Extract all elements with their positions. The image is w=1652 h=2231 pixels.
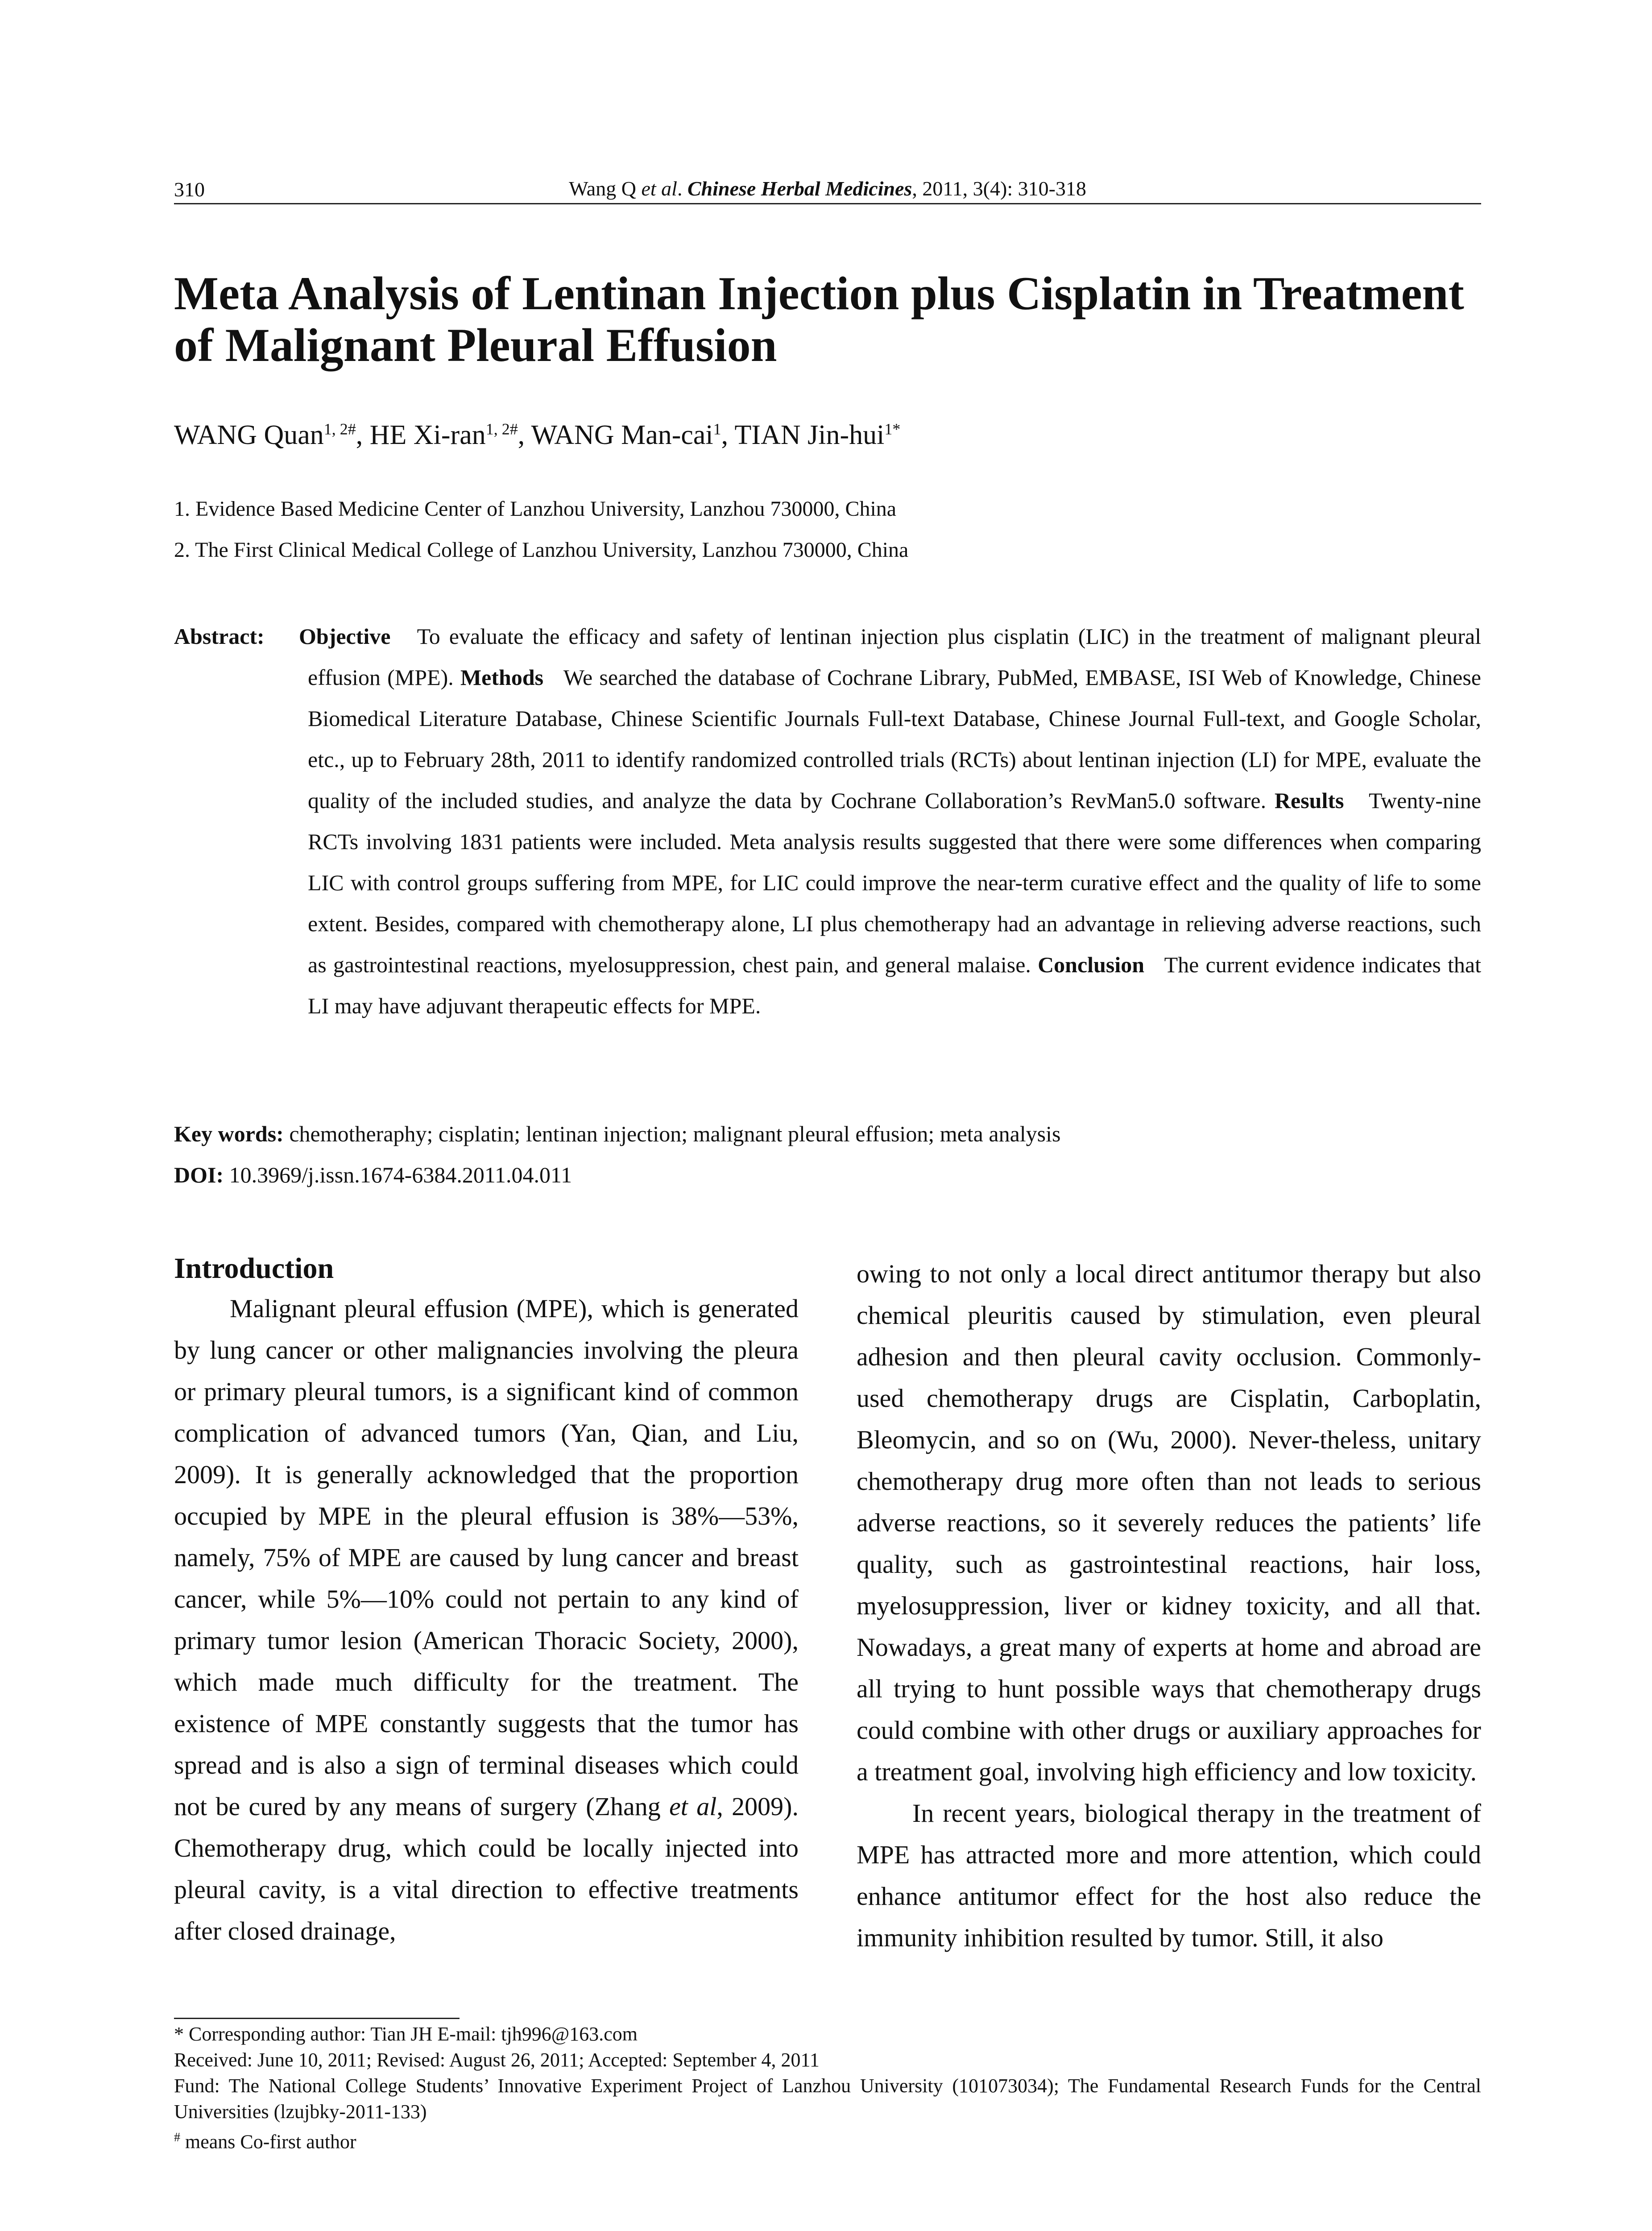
affiliation-2: 2. The First Clinical Medical College of Lanzhou University, Lanzhou 730000, China [174,538,909,562]
running-header [174,176,1481,204]
author-name: TIAN Jin-hui [734,420,885,450]
author-affiliation-mark: 1, 2# [323,420,356,438]
results-text: Twenty-nine RCTs involving 1831 patients were included. Meta analysis results suggested that there were some differences when comparing LIC with control groups suffering from MPE, for LIC could improve the near-term curative effect and the quality of life to some extent. Besides, compared with chemotherapy alone, LI plus chemotherapy had an advantage in relieving adverse reactions, such as gastrointestinal reactions, myelosuppression, chest pain, and general malaise. [308,788,1481,977]
journal-citation [174,176,1481,201]
paragraph-text: Malignant pleural effusion (MPE), which is generated by lung cancer or other malignancies involving the pleura or primary pleural tumors, is a significant kind of common complication of advanced tumors (Yan, Qian, and Liu, 2009). It is generally acknowledged that the proportion occupied by MPE in the pleural effusion is 38%—53%, namely, 75% of MPE are caused by lung cancer and breast cancer, while 5%—10% could not pertain to any kind of primary tumor lesion (American Thoracic Society, 2000), which made much difficulty for the treatment. The existence of MPE constantly suggests that the tumor has spread and is also a sign of terminal diseases which could not be cured by any means of surgery (Zhang [174,1294,799,1821]
footnote-rule [174,2018,460,2019]
author-separator: , [721,420,735,450]
results-label: Results [1274,788,1344,813]
doi-text: 10.3969/j.issn.1674-6384.2011.04.011 [229,1162,572,1187]
author-list [174,417,900,453]
keywords [174,1113,1481,1154]
footnotes [174,2021,1481,2155]
left-column [174,1249,799,1952]
cofirst-text: means Co-first author [180,2131,356,2153]
running-author: Wang Q [569,177,642,200]
paragraph-text: , 2009). Chemotherapy drug, which could be locally injected into pleural cavity, is a vital direction to effective treatments after closed drainage, [174,1792,799,1945]
author-name: WANG Man-cai [531,420,713,450]
title-line-1: Meta Analysis of Lentinan Injection plus Cisplatin in Treatment [174,267,1464,319]
article-title [174,268,1495,371]
keywords-text: chemotheraphy; cisplatin; lentinan injection; malignant pleural effusion; meta analysis [289,1121,1061,1146]
author-name: WANG Quan [174,420,324,450]
cofirst-mark: # [174,2131,180,2144]
etal-text: et al [669,1792,717,1821]
title-line-2: of Malignant Pleural Effusion [174,319,777,371]
author-name: HE Xi-ran [369,420,486,450]
affiliation-1: 1. Evidence Based Medicine Center of Lanzhou University, Lanzhou 730000, China [174,497,897,521]
paragraph: owing to not only a local direct antitumor therapy but also chemical pleuritis caused by stimulation, even pleural adhesion and then pleural cavity occlusion. Commonly-used chemotherapy drugs are Cisplatin, Carboplatin, Bleomycin, and so on (Wu, 2000). Never-theless, unitary chemotherapy drug more often than not leads to serious adverse reactions, so it severely reduces the patients’ life quality, such as gastrointestinal reactions, hair loss, myelosuppression, liver or kidney toxicity, and all that. Nowadays, a great many of experts at home and abroad are all trying to hunt possible ways that chemotherapy drugs could combine with other drugs or auxiliary approaches for a treatment goal, involving high efficiency and low toxicity. [857,1259,1481,1786]
section-heading: Introduction [174,1252,334,1285]
keywords-label: Key words: [174,1121,284,1146]
affiliations [174,489,908,571]
conclusion-label: Conclusion [1038,952,1145,977]
doi-label: DOI: [174,1162,224,1187]
cofirst-note [174,2125,1481,2155]
running-period: . [677,177,687,200]
abstract-label: Abstract: [174,624,265,649]
right-column [857,1253,1481,1958]
received-dates: Received: June 10, 2011; Revised: August 26, 2011; Accepted: September 4, 2011 [174,2049,820,2071]
author-separator: , [356,420,370,450]
methods-label: Methods [460,665,544,690]
page-number: 310 [174,178,205,201]
author-separator: , [518,420,531,450]
objective-label: Objective [299,624,391,649]
conclusion-text: The current evidence indicates that LI may have adjuvant therapeutic effects for MPE. [308,952,1481,1018]
abstract-body [299,616,1481,1026]
author-affiliation-mark: 1* [884,420,901,438]
running-citation: , 2011, 3(4): 310-318 [912,177,1086,200]
running-etal: et al [641,177,677,200]
objective-text: To evaluate the efficacy and safety of lentinan injection plus cisplatin (LIC) in the treatment of malignant pleural effusion (MPE). [308,624,1481,690]
author-affiliation-mark: 1 [713,420,721,438]
methods-text: We searched the database of Cochrane Library, PubMed, EMBASE, ISI Web of Knowledge, Chinese Biomedical Literature Database, Chinese Scientific Journals Full-text Database, Chinese Journal Full-text, and Google Scholar, etc., up to February 28th, 2011 to identify randomized controlled trials (RCTs) about lentinan injection (LI) for MPE, evaluate the quality of the included studies, and analyze the data by Cochrane Collaboration’s RevMan5.0 software. [308,665,1481,813]
journal-name: Chinese Herbal Medicines [687,177,912,200]
author-affiliation-mark: 1, 2# [485,420,518,438]
paragraph [174,1288,799,1952]
keywords-block [174,1113,1481,1195]
corresponding-author-note: * Corresponding author: Tian JH E-mail: tjh996@163.com [174,2023,638,2045]
doi [174,1154,1481,1195]
paragraph: In recent years, biological therapy in the treatment of MPE has attracted more and more attention, which could enhance antitumor effect for the host also reduce the immunity inhibition resulted by tumor. Still, it also [857,1799,1481,1952]
funding-note: Fund: The National College Students’ Innovative Experiment Project of Lanzhou University (101073034); The Fundamental Research Funds for the Central Universities (lzujbky-2011-133) [174,2075,1481,2123]
